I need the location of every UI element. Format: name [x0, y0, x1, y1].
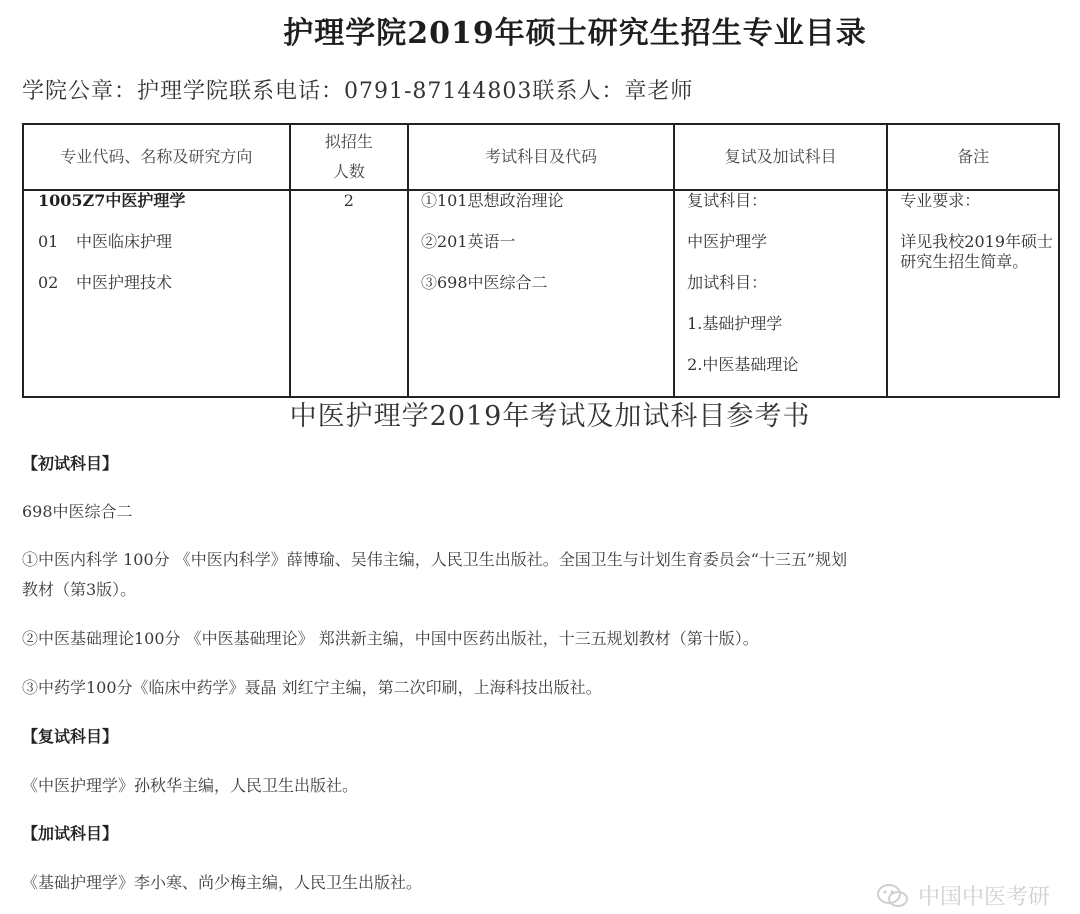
direction-item [38, 273, 289, 314]
header-major: 专业代码、名称及研究方向 [23, 124, 290, 190]
watermark [876, 880, 1050, 911]
cell-retest [674, 190, 887, 397]
direction-name: 中医临床护理 [76, 232, 173, 251]
cell-major [23, 190, 290, 397]
exam-subject: ②201英语一 [420, 232, 516, 251]
table-row [23, 190, 1059, 397]
cell-enrollment [290, 190, 408, 397]
retest-line: 2.中医基础理论 [687, 355, 799, 374]
book-entry-1-line1: ①中医内科学 100分 《中医内科学》薛博瑜、吴伟主编，人民卫生出版社。全国卫生与计划生育委员会“十三五”规划 [22, 550, 848, 569]
section-title: 中医护理学2019年考试及加试科目参考书 [289, 401, 811, 432]
major-name: 1005Z7中医护理学 [38, 191, 186, 210]
exam-subject: ①101思想政治理论 [420, 191, 564, 210]
header-remark: 备注 [887, 124, 1059, 190]
header-retest: 复试及加试科目 [674, 124, 887, 190]
watermark-text: 中国中医考研 [917, 885, 1050, 910]
book-entry-3: ③中药学100分《临床中药学》聂晶 刘红宁主编，第二次印刷，上海科技出版社。 [22, 678, 602, 697]
direction-item [38, 232, 289, 273]
page-title: 护理学院2019年硕士研究生招生专业目录 [283, 16, 867, 51]
wechat-icon [876, 883, 910, 909]
retest-line: 中医护理学 [687, 232, 768, 251]
retest-book: 《中医护理学》孙秋华主编，人民卫生出版社。 [22, 776, 359, 795]
exam-subject: ③698中医综合二 [420, 273, 548, 292]
header-exams: 考试科目及代码 [408, 124, 674, 190]
catalog-table [22, 123, 1060, 398]
cell-exams [408, 190, 674, 397]
heading-initial: 【初试科目】 [22, 454, 119, 473]
header-enrollment-line2: 人数 [332, 162, 365, 181]
extra-book: 《基础护理学》李小寒、尚少梅主编，人民卫生出版社。 [22, 873, 423, 892]
header-enrollment-line1: 拟招生 [324, 132, 373, 151]
heading-extra: 【加试科目】 [22, 824, 119, 843]
retest-line: 复试科目： [687, 191, 768, 210]
contact-line: 学院公章：护理学院联系电话：0791-87144803联系人：章老师 [22, 79, 694, 104]
retest-line: 加试科目： [687, 273, 768, 292]
heading-retest: 【复试科目】 [22, 727, 119, 746]
direction-code: 02 [38, 273, 59, 292]
initial-exam-code: 698中医综合二 [22, 502, 133, 521]
direction-name: 中医护理技术 [76, 273, 173, 292]
book-entry-2: ②中医基础理论100分 《中医基础理论》 郑洪新主编，中国中医药出版社，十三五规划教材（第十版）。 [22, 629, 759, 648]
header-enrollment [290, 124, 408, 190]
remark-label: 专业要求： [900, 191, 981, 210]
book-entry-1-line2: 教材（第3版）。 [22, 580, 137, 599]
book-entry-1 [22, 545, 847, 605]
remark-text: 详见我校2019年硕士研究生招生简章。 [900, 232, 1054, 271]
direction-code: 01 [38, 232, 59, 251]
retest-line: 1.基础护理学 [687, 314, 783, 333]
table-header-row [23, 124, 1059, 190]
enrollment-count: 2 [343, 191, 354, 210]
cell-remark [887, 190, 1059, 397]
